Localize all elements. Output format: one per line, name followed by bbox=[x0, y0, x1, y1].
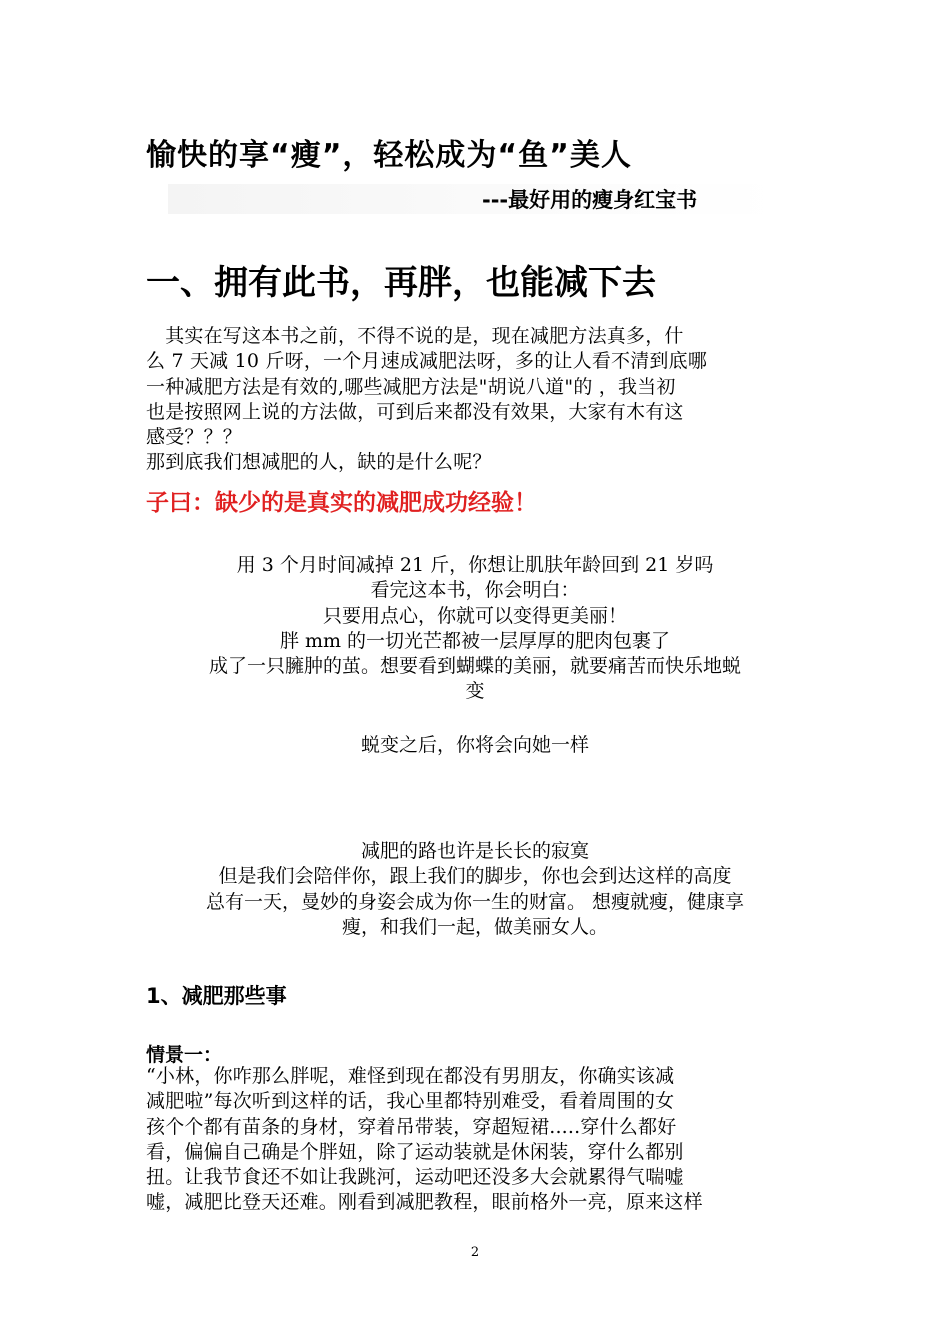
document-subtitle: ---最好用的瘦身红宝书 bbox=[482, 188, 698, 212]
section-heading: 一、拥有此书，再胖，也能减下去 bbox=[146, 263, 656, 303]
centered-line: 减肥的路也许是长长的寂寞 bbox=[360, 840, 589, 862]
centered-block-1 bbox=[140, 553, 810, 705]
story-line: 减肥啦”每次听到这样的话，我心里都特别难受，看着周围的女 bbox=[146, 1090, 675, 1113]
story-line: 嘘，减肥比登天还难。刚看到减肥教程，眼前格外一亮，原来这样 bbox=[146, 1191, 703, 1214]
story-line: 看，偏偏自己确是个胖妞，除了运动装就是休闲装，穿什么都别 bbox=[146, 1140, 684, 1163]
centered-line: 总有一天，曼妙的身姿会成为你一生的财富。 想瘦就瘦，健康享 bbox=[205, 890, 745, 913]
centered-block-2 bbox=[140, 733, 810, 758]
story-line: 孩个个都有苗条的身材，穿着吊带装，穿超短裙.....穿什么都好 bbox=[146, 1115, 677, 1138]
subheading: 1、减肥那些事 bbox=[146, 984, 287, 1008]
intro-line: 感受？？？ bbox=[146, 426, 243, 449]
intro-paragraph bbox=[146, 324, 810, 476]
centered-line: 蜕变之后，你将会向她一样 bbox=[360, 734, 589, 756]
intro-line: 其实在写这本书之前，不得不说的是，现在减肥方法真多，什 bbox=[146, 325, 684, 347]
intro-line: 一种减肥方法是有效的,哪些减肥方法是"胡说八道"的 ，我当初 bbox=[146, 375, 676, 398]
centered-line: 用 3 个月时间减掉 21 斤，你想让肌肤年龄回到 21 岁吗 bbox=[236, 554, 714, 576]
scene-label: 情景一： bbox=[146, 1044, 223, 1066]
intro-line: 那到底我们想减肥的人，缺的是什么呢？ bbox=[146, 451, 492, 474]
highlight-quote: 子曰：缺少的是真实的减肥成功经验！ bbox=[146, 490, 537, 516]
centered-line: 瘦，和我们一起，做美丽女人。 bbox=[341, 915, 608, 938]
centered-line: 胖 mm 的一切光芒都被一层厚厚的肥肉包裹了 bbox=[279, 629, 671, 652]
intro-line: 么 7 天减 10 斤呀，一个月速成减肥法呀，多的让人看不清到底哪 bbox=[146, 350, 708, 373]
story-line: “小林，你咋那么胖呢，难怪到现在都没有男朋友，你确实该减 bbox=[146, 1065, 675, 1087]
centered-line: 但是我们会陪伴你，跟上我们的脚步，你也会到达这样的高度 bbox=[218, 865, 732, 888]
centered-line: 成了一只臃肿的茧。想要看到蝴蝶的美丽，就要痛苦而快乐地蜕 bbox=[208, 655, 741, 678]
centered-line: 看完这本书，你会明白： bbox=[370, 579, 580, 602]
story-line: 扭。让我节食还不如让我跳河，运动吧还没多大会就累得气喘嘘 bbox=[146, 1166, 684, 1189]
centered-line: 变 bbox=[465, 680, 485, 703]
centered-block-3 bbox=[140, 839, 810, 940]
intro-line: 也是按照网上说的方法做，可到后来都没有效果，大家有木有这 bbox=[146, 400, 684, 423]
centered-line: 只要用点心，你就可以变得更美丽！ bbox=[322, 604, 627, 627]
document-title: 愉快的享“瘦”，轻松成为“鱼”美人 bbox=[146, 138, 632, 173]
page-number: 2 bbox=[470, 1245, 480, 1260]
story-paragraph bbox=[146, 1064, 810, 1216]
